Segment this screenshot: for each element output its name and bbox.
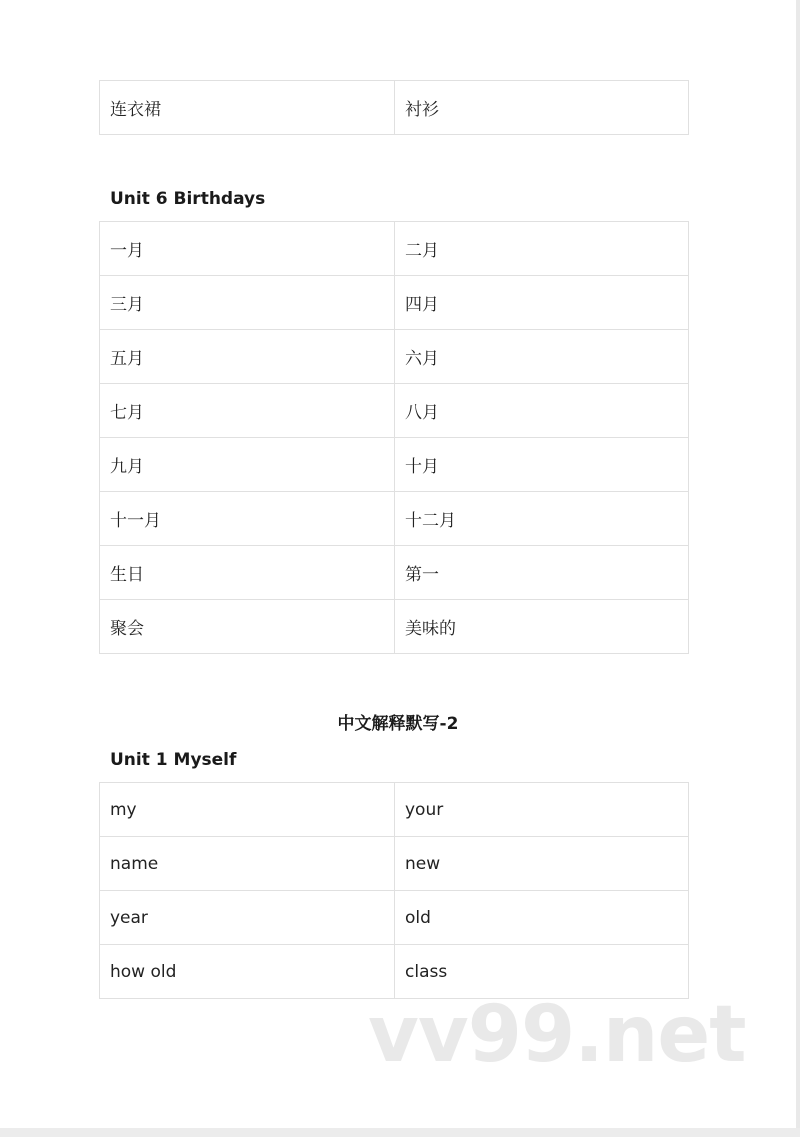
table-row — [100, 837, 689, 891]
table-cell: 三月 — [100, 276, 395, 330]
table-cell: 生日 — [100, 546, 395, 600]
table-cell: 十一月 — [100, 492, 395, 546]
table-cell: 七月 — [100, 384, 395, 438]
table-cell: 二月 — [395, 222, 689, 276]
page-edge — [796, 0, 800, 1137]
table-row — [100, 438, 689, 492]
section-title: 中文解释默写-2 — [337, 714, 459, 734]
table-cell: 衬衫 — [395, 81, 689, 135]
table-row — [100, 222, 689, 276]
table-row — [100, 330, 689, 384]
table-cell: how old — [100, 945, 395, 999]
table-cell: old — [395, 891, 689, 945]
table-cell: 第一 — [395, 546, 689, 600]
unit1-heading: Unit 1 Myself — [110, 750, 237, 770]
table-cell: your — [395, 783, 689, 837]
table-row — [100, 783, 689, 837]
table-row — [100, 276, 689, 330]
table-cell: class — [395, 945, 689, 999]
table-cell: 六月 — [395, 330, 689, 384]
table-cell: 八月 — [395, 384, 689, 438]
table-cell: 聚会 — [100, 600, 395, 654]
table-row — [100, 600, 689, 654]
vocab-table-unit6 — [99, 221, 689, 654]
unit6-heading: Unit 6 Birthdays — [110, 189, 266, 209]
table-cell: 一月 — [100, 222, 395, 276]
table-row — [100, 492, 689, 546]
table-row — [100, 546, 689, 600]
table-cell: 美味的 — [395, 600, 689, 654]
table-cell: name — [100, 837, 395, 891]
table-row — [100, 81, 689, 135]
table-cell: my — [100, 783, 395, 837]
table-cell: 四月 — [395, 276, 689, 330]
table-cell: 十二月 — [395, 492, 689, 546]
table-cell: 十月 — [395, 438, 689, 492]
table-cell: 九月 — [100, 438, 395, 492]
table-cell: new — [395, 837, 689, 891]
table-row — [100, 384, 689, 438]
vocab-table-unit1 — [99, 782, 689, 999]
watermark: vv99.net — [368, 990, 746, 1080]
table-cell: 连衣裙 — [100, 81, 395, 135]
vocab-table-top — [99, 80, 689, 135]
page-edge — [0, 1128, 800, 1137]
table-row — [100, 891, 689, 945]
table-cell: year — [100, 891, 395, 945]
table-cell: 五月 — [100, 330, 395, 384]
